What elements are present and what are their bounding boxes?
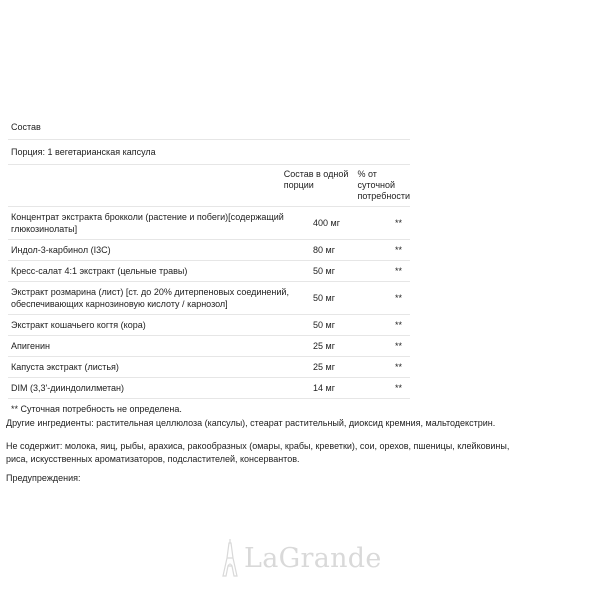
ingredient-row (8, 207, 410, 240)
ingredient-amount: 50 мг (313, 266, 335, 276)
facts-title-row (8, 115, 410, 140)
ingredient-name-line: Экстракт розмарина (лист) [ст. до 20% дитерпеновых соединений, (11, 287, 289, 297)
free-from-line: Не содержит: молока, яиц, рыбы, арахиса, ракообразных (омары, крабы, креветки), сои, орехов, пшеницы, клейковины, (6, 441, 510, 451)
watermark-text: LaGrande (244, 542, 382, 574)
ingredient-amount: 50 мг (313, 293, 335, 303)
warnings-label: Предупреждения: (6, 473, 81, 483)
facts-title: Состав (11, 122, 41, 132)
serving-size-row (8, 140, 410, 165)
ingredient-name-text (11, 319, 146, 331)
ingredient-name (8, 240, 308, 260)
header-dv-line2: потребности (357, 191, 410, 201)
watermark (220, 537, 382, 579)
supplement-facts-table (8, 115, 410, 419)
free-from-statement (6, 440, 596, 466)
ingredient-name-line: Индол-3-карбинол (I3C) (11, 245, 111, 255)
serving-size: Порция: 1 вегетарианская капсула (11, 147, 156, 157)
ingredient-name (8, 261, 308, 281)
column-header-row (8, 165, 410, 207)
ingredient-name (8, 378, 308, 398)
ingredient-name-text (11, 211, 284, 235)
ingredient-daily-value: ** (395, 266, 403, 276)
ingredient-daily-value: ** (395, 218, 403, 228)
ingredient-name (8, 357, 308, 377)
ingredient-name-line: Кресс-салат 4:1 экстракт (цельные травы) (11, 266, 188, 276)
ingredient-name-text (11, 340, 50, 352)
ingredient-row (8, 357, 410, 378)
ingredient-name-line: Капуста экстракт (листья) (11, 362, 119, 372)
ingredient-name (8, 282, 308, 314)
ingredient-row (8, 315, 410, 336)
ingredient-name (8, 315, 308, 335)
ingredient-name-text (11, 244, 111, 256)
ingredient-daily-value: ** (395, 362, 403, 372)
ingredient-amount: 14 мг (313, 383, 335, 393)
ingredient-name-line: Концентрат экстракта брокколи (растение и побеги)[содержащий (11, 212, 284, 222)
ingredient-name (8, 207, 308, 239)
ingredient-name-line: Апигенин (11, 341, 50, 351)
ingredient-row (8, 261, 410, 282)
ingredient-rows (8, 207, 410, 399)
ingredient-amount: 400 мг (313, 218, 340, 228)
ingredient-amount: 80 мг (313, 245, 335, 255)
ingredient-name-line: DIM (3,3'-дииндолилметан) (11, 383, 124, 393)
ingredient-name-text (11, 286, 289, 310)
ingredient-name-text (11, 382, 124, 394)
ingredient-amount: 25 мг (313, 362, 335, 372)
ingredient-name-line: обеспечивающих карнозиновую кислоту / карнозол] (11, 299, 228, 309)
header-amount (279, 165, 358, 206)
ingredient-row (8, 378, 410, 399)
ingredient-name-text (11, 265, 187, 277)
ingredient-daily-value: ** (395, 383, 403, 393)
header-name-cell (8, 165, 279, 206)
header-amount-line2: порции (283, 180, 314, 190)
ingredient-name (8, 336, 308, 356)
ingredient-daily-value: ** (395, 245, 403, 255)
eiffel-tower-icon (220, 538, 240, 578)
ingredient-name-line: глюкозинолаты] (11, 224, 78, 234)
dv-footnote: ** Суточная потребность не определена. (11, 404, 182, 414)
ingredient-amount: 25 мг (313, 341, 335, 351)
free-from-line: риса, искусственных ароматизаторов, подсластителей, консервантов. (6, 454, 300, 464)
header-dv-line1: % от суточной (357, 169, 396, 190)
ingredient-amount: 50 мг (313, 320, 335, 330)
header-amount-line1: Состав в одной (283, 169, 349, 179)
ingredient-daily-value: ** (395, 320, 403, 330)
ingredient-row (8, 282, 410, 315)
other-ingredients: Другие ингредиенты: растительная целлюлоза (капсулы), стеарат растительный, диоксид кремния, мальтодекстрин. (6, 418, 496, 428)
ingredient-daily-value: ** (395, 293, 403, 303)
ingredient-daily-value: ** (395, 341, 403, 351)
ingredient-row (8, 240, 410, 261)
ingredient-name-line: Экстракт кошачьего когтя (кора) (11, 320, 146, 330)
ingredient-name-text (11, 361, 119, 373)
header-daily-value (358, 165, 411, 206)
ingredient-row (8, 336, 410, 357)
